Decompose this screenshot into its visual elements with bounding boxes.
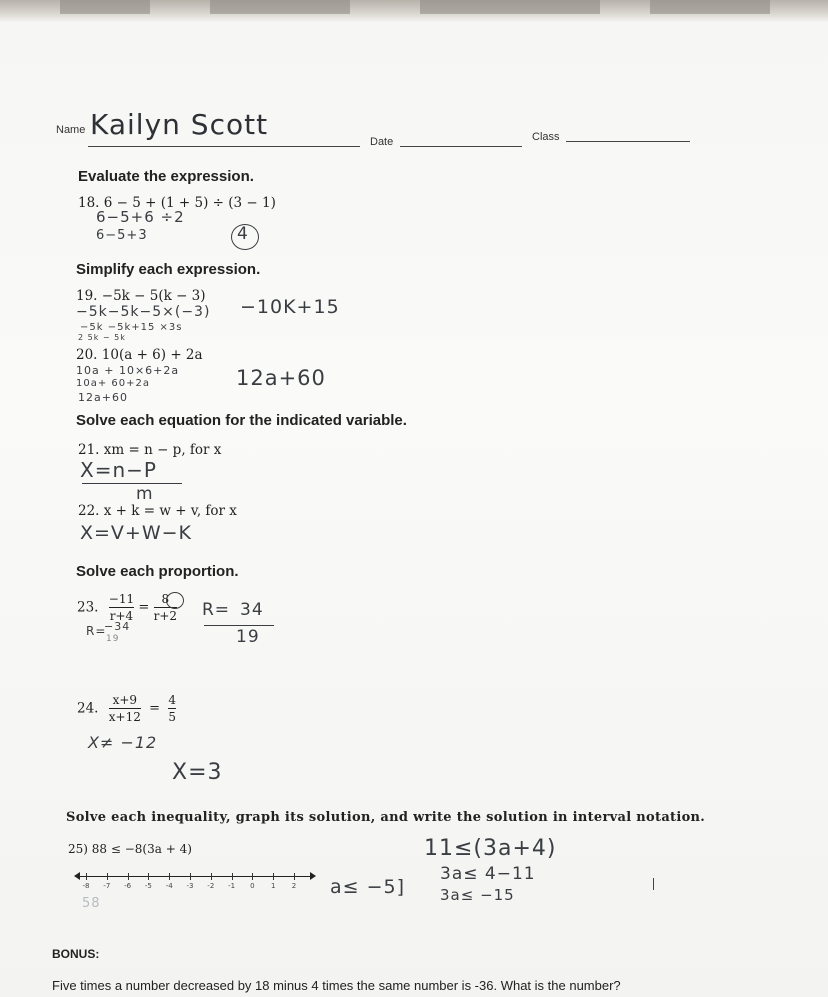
p21-fraction-bar <box>82 483 182 484</box>
number-line-tick <box>294 873 295 880</box>
p18-answer: 4 <box>237 224 249 244</box>
p20-answer: 12a+60 <box>236 366 326 390</box>
p24-numerator-2: 4 <box>168 693 177 707</box>
problem-19 <box>76 288 206 304</box>
p19-work-3: 2 5k − 5k <box>78 333 126 342</box>
number-line-right-arrow <box>310 872 316 880</box>
section-evaluate: Evaluate the expression. <box>78 168 254 185</box>
number-line-tick-label: -7 <box>103 882 111 890</box>
p23-equals: = <box>138 600 150 615</box>
number-line-tick <box>128 873 129 880</box>
p20-work-2: 10a+ 60+2a <box>76 378 151 389</box>
date-line <box>400 146 522 147</box>
p25-work-2: 3a≤ 4−11 <box>440 864 536 884</box>
class-label: Class <box>532 131 560 143</box>
p24-denominator-1: x+12 <box>108 710 141 724</box>
number-line-left-arrow <box>74 872 80 880</box>
name-line <box>88 146 360 147</box>
number-line-tick-label: 1 <box>270 882 276 890</box>
problem-22 <box>78 503 237 519</box>
p24-numerator-1: x+9 <box>112 693 138 707</box>
number-line-tick-label: -6 <box>124 882 132 890</box>
number-line-tick-label: -3 <box>186 882 194 890</box>
problem-number: 24. <box>77 700 99 717</box>
bonus-label: BONUS: <box>52 947 100 961</box>
number-line-tick <box>232 873 233 880</box>
p23-work-lhs: R= <box>86 624 107 638</box>
name-label: Name <box>56 124 86 136</box>
number-line-tick <box>86 873 87 880</box>
problem-21 <box>78 442 221 458</box>
p21-work-1: X=n−P <box>80 458 157 482</box>
p23-answer-den: 19 <box>236 627 260 647</box>
number-line-tick <box>190 873 191 880</box>
number-line-tick <box>273 873 274 880</box>
problem-expression: 88 ≤ −8(3a + 4) <box>91 842 192 856</box>
p22-work-1: X=V+W−K <box>80 522 193 544</box>
number-line-tick-label: -8 <box>82 882 90 890</box>
number-line-tick-label: -1 <box>228 882 236 890</box>
section-inequality: Solve each inequality, graph its solution, and write the solution in interval notation. <box>66 810 706 825</box>
section-simplify: Simplify each expression. <box>76 261 261 278</box>
p25-answer: a≤ −5] <box>330 876 406 898</box>
number-line-tick <box>107 873 108 880</box>
problem-25 <box>68 842 192 856</box>
p25-side-mark: 58 <box>82 896 101 911</box>
p19-work-2: −5k −5k+15 ×3s <box>80 322 183 333</box>
p23-answer-bar <box>204 625 274 626</box>
p25-work-1: 11≤(3a+4) <box>424 836 557 861</box>
scan-top-edge <box>0 0 828 22</box>
problem-expression: x + k = w + v, for x <box>103 503 237 519</box>
stray-mark <box>653 878 654 890</box>
number-line-tick <box>211 873 212 880</box>
problem-expression: xm = n − p, for x <box>103 442 222 458</box>
date-label: Date <box>370 136 394 148</box>
p23-numerator-1: −11 <box>108 592 135 606</box>
p24-equals: = <box>149 701 161 716</box>
problem-20 <box>76 347 203 363</box>
section-solve-proportion: Solve each proportion. <box>76 563 239 580</box>
number-line-tick-label: -2 <box>207 882 215 890</box>
p23-work-num: −34 <box>104 620 131 633</box>
class-line <box>566 141 690 142</box>
p19-answer: −10K+15 <box>240 296 340 318</box>
number-line-tick <box>148 873 149 880</box>
p24-answer: X=3 <box>172 760 223 785</box>
problem-number: 20. <box>76 347 98 363</box>
p23-circle-mark <box>166 592 184 609</box>
problem-24 <box>77 693 176 724</box>
p25-work-3: 3a≤ −15 <box>440 886 515 904</box>
p24-denominator-2: 5 <box>168 710 177 724</box>
p21-work-2: m <box>136 484 154 504</box>
number-line-tick-label: -5 <box>144 882 152 890</box>
p20-work-1: 10a + 10×6+2a <box>76 364 180 377</box>
problem-number: 23. <box>77 599 99 616</box>
p23-answer-lhs: R= <box>202 600 231 620</box>
student-name: Kailyn Scott <box>90 108 269 141</box>
problem-23 <box>77 592 177 623</box>
p19-work-1: −5k−5k−5×(−3) <box>76 304 211 320</box>
p20-work-3: 12a+60 <box>78 391 128 404</box>
problem-expression: 10(a + 6) + 2a <box>101 347 203 363</box>
problem-number: 25) <box>68 842 88 856</box>
number-line-tick <box>252 873 253 880</box>
p23-numerator-2: 8 <box>161 592 170 606</box>
number-line-tick-label: 0 <box>250 882 255 890</box>
problem-expression: 6 − 5 + (1 + 5) ÷ (3 − 1) <box>103 195 276 211</box>
p24-work-1: X≠ −12 <box>88 733 158 752</box>
problem-number: 18. <box>78 195 100 211</box>
problem-number: 21. <box>78 442 100 458</box>
number-line-tick-label: 2 <box>291 882 297 890</box>
number-line <box>80 876 310 890</box>
p23-denominator-2: r+2 <box>153 609 178 623</box>
number-line-tick-label: -4 <box>165 882 173 890</box>
p23-denominator-1: r+4 <box>109 609 134 623</box>
problem-expression: −5k − 5(k − 3) <box>101 288 206 304</box>
bonus-text: Five times a number decreased by 18 minus 4 times the same number is -36. What is the number? <box>52 978 621 993</box>
p23-work-den: 19 <box>106 634 120 644</box>
number-line-tick <box>169 873 170 880</box>
p18-work-1: 6−5+6 ÷2 <box>96 208 185 226</box>
problem-number: 19. <box>76 288 98 304</box>
problem-number: 22. <box>78 503 100 519</box>
p18-work-2: 6−5+3 <box>96 228 148 243</box>
section-solve-equation: Solve each equation for the indicated variable. <box>76 412 407 429</box>
p23-answer-num: 34 <box>240 600 264 620</box>
